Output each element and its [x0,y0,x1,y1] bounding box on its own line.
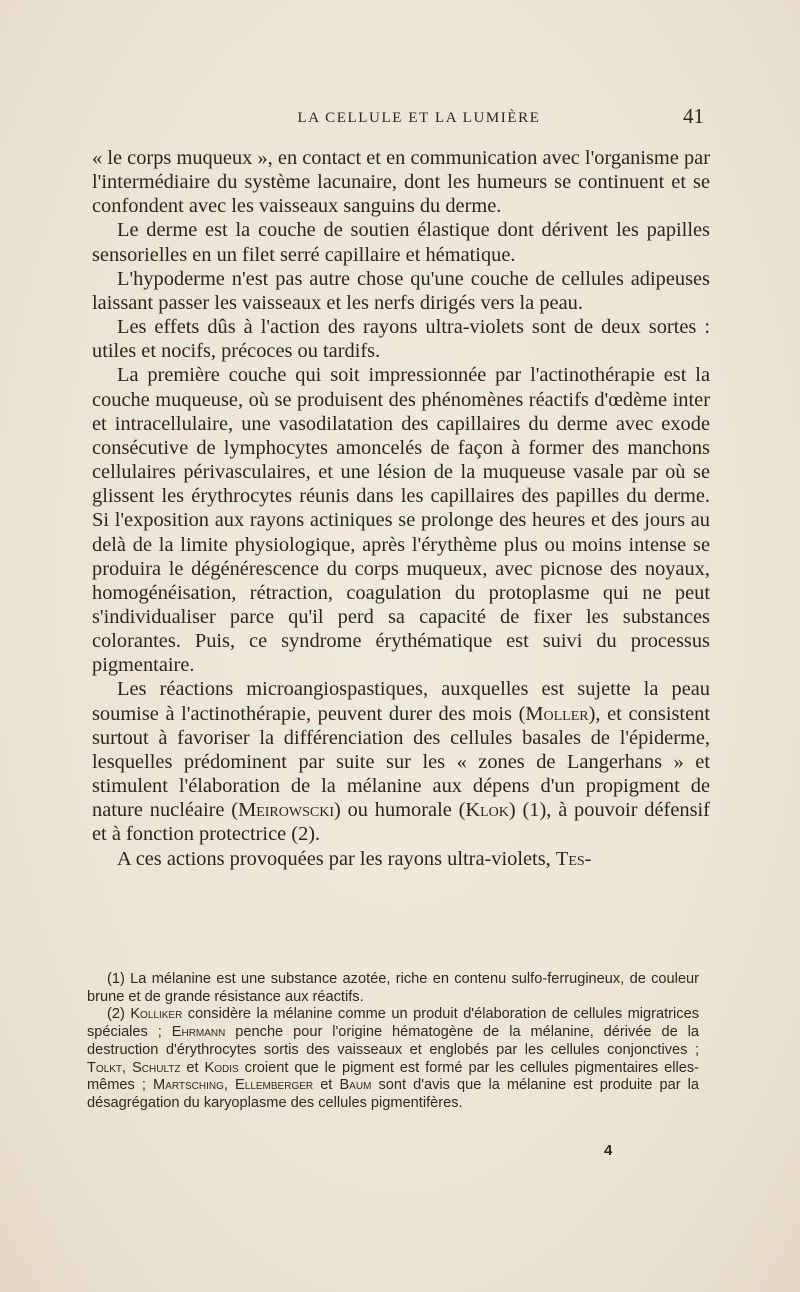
author-name: Tes- [555,847,592,870]
text-run: sont d'avis que la mélanine est produite par la désagrégation du karyoplasme des cellules pigmentifères. [87,1077,700,1111]
paragraph [92,847,710,871]
page-number: 41 [683,104,704,128]
text-run: et [313,1077,340,1094]
text-run: croient que le pigment est formé par les cellules pigmentaires elles-mêmes ; [87,1059,700,1094]
author-name: Kodis [204,1059,239,1076]
page-header [92,104,710,134]
author-name: Ellemberger [235,1077,314,1094]
body-text [92,146,710,871]
text-run: , [223,1077,236,1094]
author-name: Baum [339,1077,372,1094]
author-name: Meirowscki [238,799,334,822]
paragraph: La première couche qui soit impressionnée par l'actinothérapie est la couche muqueuse, où se produisent des phénomènes réactifs d'œdème inter et intracellulaire, une vasodilatation des capillaires du derme avec exode consécutive de lymphocytes amoncelés de façon à former des manchons cellulaires périvasculaires, et une lésion de la muqueuse vasale par où se glissent les érythrocytes réunis dans les capillaires des papilles du derme. Si l'exposition aux rayons actiniques se prolonge des heures et des jours au delà de la limite physiologique, après l'érythème plus ou moins intense se produira le dégénérescence du corps muqueux, avec picnose des noyaux, homogénéisation, rétraction, coagulation du protoplasme qui ne peut s'individualiser parce qu'il perd sa capacité de fixer les substances colorantes. Puis, ce syndrome érythématique est suivi du processus pigmentaire. [92,364,710,677]
text-run: ), et consistent surtout à favoriser la différenciation des cellules basales de l'épiderme, lesquelles prédominent par suite sur les « zones de Langerhans » et stimulent l'élaboration de la mélanine aux dépens d'un propigment de nature nucléaire ( [92,702,710,822]
signature-mark: 4 [604,1142,613,1159]
paragraph: Les effets dûs à l'action des rayons ultra-violets sont de deux sortes : utiles et nocifs, précoces ou tardifs. [92,316,710,363]
author-name: Martsching [153,1077,224,1094]
text-run: (2) [107,1006,131,1023]
text-run: ) ou humorale ( [333,799,466,822]
footnotes [87,971,699,1113]
author-name: Moller [525,702,589,725]
author-name: Klok [465,799,509,822]
author-name: Ehrmann [171,1024,226,1041]
author-name: Schultz [132,1059,181,1076]
author-name: Tolkt [87,1059,123,1076]
text-run: considère la mélanine comme un produit d'élaboration de cellules migratrices spéciales ; [87,1006,699,1041]
paragraph: « le corps muqueux », en contact et en communication avec l'organisme par l'intermédiaire du système lacunaire, dont les humeurs se continuent et se confondent avec les vaisseaux sanguins du derme. [92,147,710,218]
paragraph: L'hypoderme n'est pas autre chose qu'une couche de cellules adipeuses laissant passer les vaisseaux et les nerfs dirigés vers la peau. [92,267,710,314]
text-run: ) (1), à pouvoir défensif et à fonction protectrice (2). [92,799,710,846]
text-run: et [180,1059,205,1076]
text-run: penche pour l'origine hématogène de la mélanine, dérivée de la destruction d'érythrocytes sortis des vaisseaux et englobés par les cellules conjonctives ; [87,1024,699,1058]
paragraph [92,677,710,846]
text-run: , [122,1059,133,1076]
footnote-2 [87,1006,699,1112]
author-name: Kolliker [130,1006,183,1023]
text-run: A ces actions provoquées par les rayons ultra-violets, [117,847,556,870]
text-run: Les réactions microangiospastiques, auxquelles est sujette la peau soumise à l'actinothérapie, peuvent durer des mois ( [92,678,710,725]
footnote-1: (1) La mélanine est une substance azotée, riche en contenu sulfo-ferrugineux, de couleur brune et de grande résistance aux réactifs. [87,971,699,1005]
running-title: LA CELLULE ET LA LUMIÈRE [297,110,541,126]
paragraph: Le derme est la couche de soutien élastique dont dérivent les papilles sensorielles en un filet serré capillaire et hématique. [92,219,710,266]
